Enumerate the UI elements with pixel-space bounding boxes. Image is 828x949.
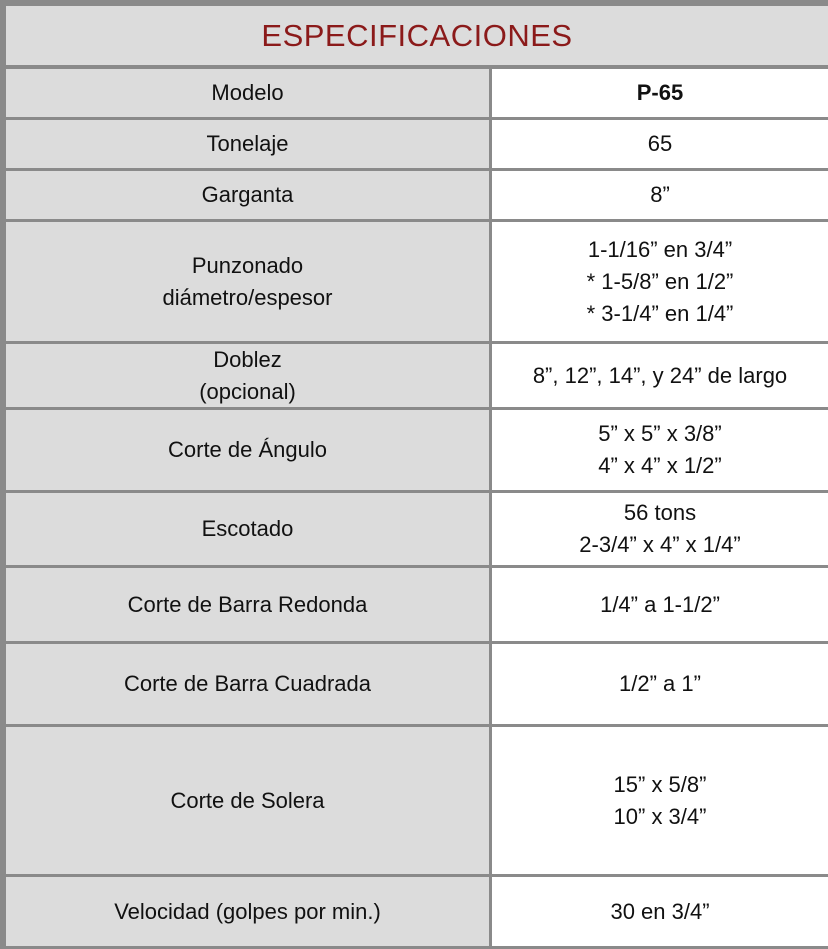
row-value: 1/2” a 1” (492, 644, 828, 724)
table-row-velocidad (6, 877, 828, 946)
row-value: 8” (492, 171, 828, 219)
table-row-doblez (6, 344, 828, 407)
row-value: P-65 (492, 69, 828, 117)
table-row-barra-cuadrada (6, 644, 828, 724)
row-value: 1/4” a 1-1/2” (492, 568, 828, 641)
row-value: 15” x 5/8” 10” x 3/4” (492, 727, 828, 874)
row-value: 8”, 12”, 14”, y 24” de largo (492, 344, 828, 407)
row-label: Corte de Barra Redonda (6, 568, 489, 641)
row-value: 1-1/16” en 3/4” * 1-5/8” en 1/2” * 3-1/4” en 1/4” (492, 222, 828, 341)
table-row-corte-angulo (6, 410, 828, 490)
row-label: Escotado (6, 493, 489, 565)
table-row-barra-redonda (6, 568, 828, 641)
row-label: Velocidad (golpes por min.) (6, 877, 489, 946)
row-value: 5” x 5” x 3/8” 4” x 4” x 1/2” (492, 410, 828, 490)
row-label: Corte de Ángulo (6, 410, 489, 490)
row-value: 65 (492, 120, 828, 168)
row-value: 30 en 3/4” (492, 877, 828, 946)
table-row-tonelaje (6, 120, 828, 168)
table-title: ESPECIFICACIONES (6, 6, 828, 65)
table-row-punzonado (6, 222, 828, 341)
row-label: Corte de Solera (6, 727, 489, 874)
row-label: Garganta (6, 171, 489, 219)
row-label: Corte de Barra Cuadrada (6, 644, 489, 724)
row-label: Doblez (opcional) (6, 344, 489, 407)
row-value: 56 tons 2-3/4” x 4” x 1/4” (492, 493, 828, 565)
table-row-escotado (6, 493, 828, 565)
row-label: Punzonado diámetro/espesor (6, 222, 489, 341)
table-row-solera (6, 727, 828, 874)
table-row-modelo (6, 69, 828, 117)
row-label: Tonelaje (6, 120, 489, 168)
row-label: Modelo (6, 69, 489, 117)
table-row-garganta (6, 171, 828, 219)
